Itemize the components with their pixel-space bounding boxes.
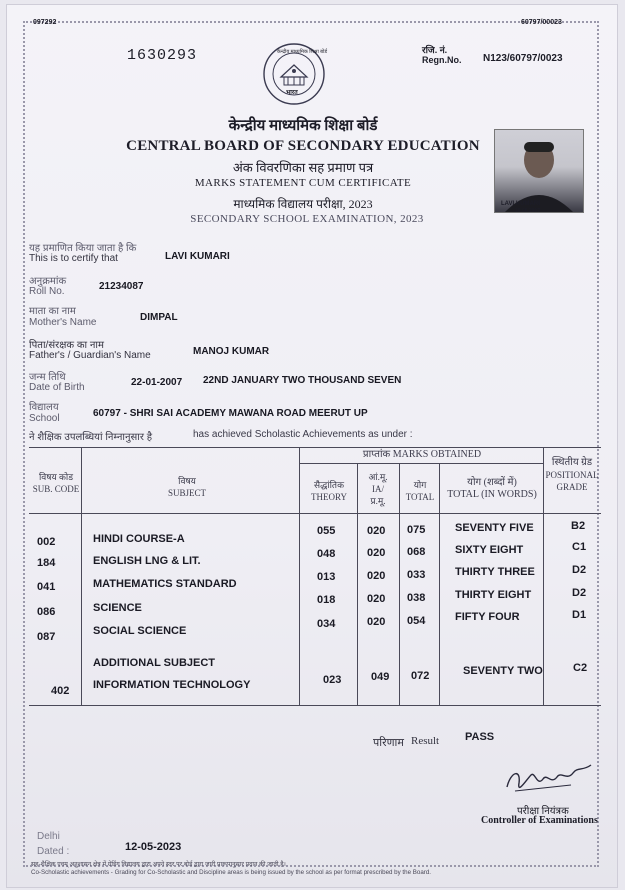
marks-obtained-english: MARKS OBTAINED (392, 449, 482, 460)
row-2-ia: 020 (367, 547, 386, 559)
row-1-total: 075 (407, 524, 426, 536)
row-1-grade: B2 (571, 520, 586, 532)
mother-label-english: Mother's Name (29, 317, 97, 328)
result-label-english: Result (411, 735, 440, 747)
dated-label: Dated : (37, 846, 70, 857)
roll-number: 21234087 (99, 281, 144, 292)
candidate-name: LAVI KUMARI (165, 251, 230, 262)
row-2-theory: 048 (317, 548, 336, 560)
col-total-hindi: योग (413, 480, 427, 490)
row-3-words: THIRTY THREE (455, 566, 535, 578)
board-name-hindi: केन्द्रीय माध्यमिक शिक्षा बोर्ड (228, 118, 378, 134)
row-5-code: 087 (37, 631, 56, 643)
achievement-label-english: has achieved Scholastic Achievements as under : (193, 429, 413, 440)
row-4-subject: SCIENCE (93, 602, 142, 614)
school-label-english: School (29, 413, 60, 424)
father-label-english: Father's / Guardian's Name (29, 350, 151, 361)
col-subject-english: SUBJECT (167, 488, 206, 498)
board-name-english: CENTRAL BOARD OF SECONDARY EDUCATION (126, 138, 480, 154)
row-2-code: 184 (37, 557, 56, 569)
col-theory-english: THEORY (311, 492, 347, 502)
result-label-hindi: परिणाम (373, 737, 404, 749)
dob-value: 22-01-2007 (131, 377, 183, 388)
col-code-hindi: विषय कोड (38, 472, 74, 482)
row-2-words: SIXTY EIGHT (455, 544, 524, 556)
col-words-english: TOTAL (IN WORDS) (447, 489, 537, 500)
col-grade-english: POSITIONAL GRADE (545, 470, 599, 492)
dob-label-english: Date of Birth (29, 382, 85, 393)
roll-label-hindi: अनुक्रमांक (29, 276, 67, 287)
row-3-subject: MATHEMATICS STANDARD (93, 578, 237, 590)
certify-label-hindi: यह प्रमाणित किया जाता है कि (29, 243, 137, 254)
person-photo-icon (495, 130, 583, 212)
additional-subject: INFORMATION TECHNOLOGY (93, 679, 251, 691)
col-code-english: SUB. CODE (32, 484, 80, 494)
marks-obtained-hindi: प्राप्तांक (362, 449, 391, 460)
certify-label-english: This is to certify that (29, 253, 118, 264)
controller-label-hindi: परीक्षा नियंत्रक (517, 806, 569, 817)
row-3-grade: D2 (572, 564, 587, 576)
row-5-words: FIFTY FOUR (455, 611, 520, 623)
col-total-english: TOTAL (405, 492, 435, 502)
row-1-ia: 020 (367, 525, 386, 537)
exam-title-hindi: माध्यमिक विद्यालय परीक्षा, 2023 (233, 197, 373, 211)
additional-words: SEVENTY TWO (463, 665, 543, 677)
additional-ia: 049 (371, 671, 390, 683)
footer-note-english: Co-Scholastic achievements - Grading for Co-Scholastic and Discipline areas is being issued by the school as per format prescribed by the Board. (31, 869, 431, 876)
marksheet-document (6, 4, 618, 888)
row-4-words: THIRTY EIGHT (455, 589, 532, 601)
row-5-theory: 034 (317, 618, 336, 630)
row-5-subject: SOCIAL SCIENCE (93, 625, 187, 637)
controller-label-english: Controller of Examinations (481, 815, 598, 826)
row-1-subject: HINDI COURSE-A (93, 533, 185, 545)
additional-theory: 023 (323, 674, 342, 686)
row-5-grade: D1 (572, 609, 587, 621)
achievement-label-hindi: ने शैक्षिक उपलब्धियां निम्नानुसार है (29, 432, 153, 443)
serial-number: 1630293 (127, 47, 198, 64)
regn-label-english: Regn.No. (422, 55, 462, 65)
row-5-ia: 020 (367, 616, 386, 628)
regn-number: N123/60797/0023 (483, 53, 563, 64)
delhi-label: Delhi (37, 831, 60, 842)
row-4-code: 086 (37, 606, 56, 618)
logo-bottom-text: भारत (286, 90, 298, 96)
row-4-theory: 018 (317, 594, 336, 606)
row-4-total: 038 (407, 592, 426, 604)
row-4-ia: 020 (367, 593, 386, 605)
row-2-grade: C1 (572, 541, 587, 553)
regn-label-hindi: रजि. नं. (422, 45, 448, 55)
school-label-hindi: विद्यालय (29, 402, 59, 413)
additional-code: 402 (51, 685, 70, 697)
roll-label-english: Roll No. (29, 286, 65, 297)
row-1-words: SEVENTY FIVE (455, 522, 534, 534)
issue-date: 12-05-2023 (125, 841, 182, 853)
top-right-code: 60797/00023 (521, 19, 562, 26)
school-name: 60797 - SHRI SAI ACADEMY MAWANA ROAD MEERUT UP (93, 408, 368, 419)
additional-grade: C2 (573, 662, 588, 674)
additional-total: 072 (411, 670, 430, 682)
document-title-hindi: अंक विवरणिका सह प्रमाण पत्र (232, 160, 374, 175)
row-3-ia: 020 (367, 570, 386, 582)
col-subject-hindi: विषय (178, 476, 196, 486)
mother-name: DIMPAL (140, 312, 178, 323)
document-title-english: MARKS STATEMENT CUM CERTIFICATE (194, 177, 412, 189)
row-1-theory: 055 (317, 525, 336, 537)
col-grade-hindi: स्थितीय ग्रेड (551, 457, 593, 468)
col-theory-hindi: सैद्धांतिक (314, 480, 344, 490)
row-5-total: 054 (407, 615, 426, 627)
photo-caption-name: LAVI KUMARI (501, 201, 540, 207)
row-2-subject: ENGLISH LNG & LIT. (93, 555, 201, 567)
col-ia-english: IA/ (372, 484, 384, 494)
col-words-hindi: योग (शब्दों में) (467, 477, 517, 488)
row-3-theory: 013 (317, 571, 336, 583)
row-1-code: 002 (37, 536, 56, 548)
mother-label-hindi: माता का नाम (29, 306, 76, 317)
top-left-code: 097292 (33, 19, 57, 26)
row-3-total: 033 (407, 569, 426, 581)
additional-subject-label: ADDITIONAL SUBJECT (93, 657, 216, 669)
col-ia-hindi: आं.मू. (368, 472, 388, 482)
logo-ring-text: केन्द्रीय माध्यमिक शिक्षा बोर्ड (277, 49, 327, 55)
signature-icon (501, 757, 597, 801)
dob-label-hindi: जन्म तिथि (29, 372, 66, 383)
dob-in-words: 22ND JANUARY TWO THOUSAND SEVEN (203, 375, 402, 386)
row-4-grade: D2 (572, 587, 587, 599)
row-3-code: 041 (37, 581, 56, 593)
row-2-total: 068 (407, 546, 426, 558)
col-ia-english-2: प्र.मू. (370, 496, 386, 506)
father-label-hindi: पिता/संरक्षक का नाम (29, 340, 104, 351)
exam-title-english: SECONDARY SCHOOL EXAMINATION, 2023 (190, 213, 424, 225)
result-value: PASS (465, 731, 495, 743)
father-name: MANOJ KUMAR (193, 346, 270, 357)
footer-note-hindi: सह-शैक्षिक एवम् अनुशासन क्षेत्र में ग्रेडिंग विद्यालय द्वारा अपने स्तर पर बोर्ड द्वारा जारी प्रारूपानुसार प्रदान की जाती है। (31, 861, 286, 868)
photo-caption-date: 16.06.2007 (515, 208, 541, 214)
